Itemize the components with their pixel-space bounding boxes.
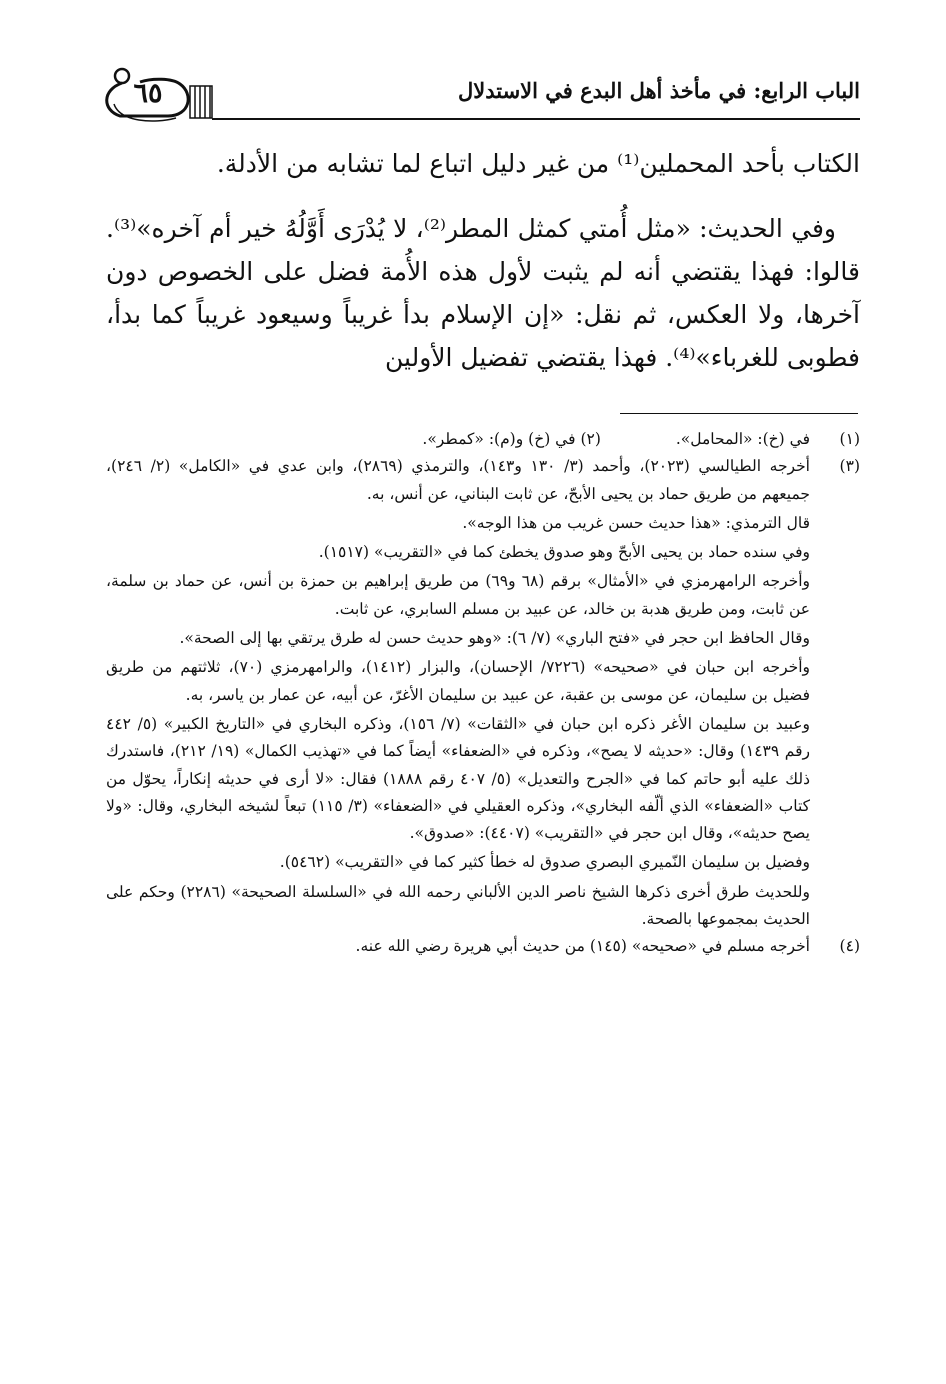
footnote-number: (٢) xyxy=(580,430,601,448)
footnote-paragraph: وأخرجه ابن حبان في «صحيحه» (٧٢٢٦/ الإحسان)، والبزار (١٤١٢)، والرامهرمزي (٧٠)، ثلاثتهم من طريق فضيل بن سليمان، عن موسى بن عقبة، عن عبيد بن سليمان الأغرّ، عن أبيه، عن عمار بن ياسر، به. xyxy=(106,658,811,704)
footnote-paragraph: قال الترمذي: «هذا حديث حسن غريب من هذا الوجه». xyxy=(462,513,810,532)
footnote-number: (٣) xyxy=(839,457,860,476)
page-number: ٦٥ xyxy=(133,78,163,109)
footnote-4 xyxy=(106,933,860,960)
footnote-1-2 xyxy=(106,426,860,453)
footnote-text: في (خ): «المحامل». xyxy=(675,430,810,448)
chapter-title: الباب الرابع: في مأخذ أهل البدع في الاستدلال xyxy=(457,78,860,103)
footnote-separator xyxy=(620,413,858,414)
main-text xyxy=(106,142,860,379)
footnote-paragraph: وللحديث طرق أخرى ذكرها الشيخ ناصر الدين الألباني رحمه الله في «السلسلة الصحيحة» (٢٢٨٦) وحكم على الحديث بمجموعها بالصحة. xyxy=(106,882,810,929)
footnote-paragraph: وقال الحافظ ابن حجر في «فتح الباري» (٧/ ٦): «وهو حديث حسن له طرق يرتقي بها إلى الصحة». xyxy=(179,629,810,648)
footnotes xyxy=(106,426,860,961)
footnote-3 xyxy=(106,453,860,933)
paragraph-2: وفي الحديث: «مثل أُمتي كمثل المطر⁽²⁾، لا يُدْرَى أَوَّلُهُ خير أم آخره»⁽³⁾. قالوا: فهذا يقتضي أنه لم يثبت لأول هذه الأُمة فضل على الخصوص دون آخرها، ولا العكس، ثم نقل: «إن الإسلام بدأ غريباً وسيعود غريباً كما بدأ، فطوبى للغرباء»⁽⁴⁾. فهذا يقتضي تفضيل الأولين xyxy=(106,214,860,372)
footnote-paragraph: وفضيل بن سليمان النّميري البصري صدوق له خطأ كثير كما في «التقريب» (٥٤٦٢). xyxy=(279,853,810,872)
footnote-text: في (خ) و(م): «كمطر». xyxy=(422,430,576,448)
paragraph-1: الكتاب بأحد المحملين⁽¹⁾ من غير دليل اتباع لما تشابه من الأدلة. xyxy=(216,149,860,178)
footnote-paragraph: أخرجه الطيالسي (٢٠٢٣)، وأحمد (٣/ ١٣٠ و١٤٣)، والترمذي (٢٨٦٩)، وابن عدي في «الكامل» (٢/ ٢٤٦)، جميعهم من طريق حماد بن يحيى الأبحّ، عن ثابت البناني، عن أنس، به. xyxy=(106,457,810,503)
header-rule xyxy=(212,118,860,120)
footnote-text: أخرجه مسلم في «صحيحه» (١٤٥) من حديث أبي هريرة رضي الله عنه. xyxy=(355,937,810,956)
footnote-paragraph: وأخرجه الرامهرمزي في «الأمثال» برقم (٦٨ و٦٩) من طريق إبراهيم بن حمزة بن أنس، عن حماد بن سلمة، عن ثابت، ومن طريق هدبة بن خالد، عن عبيد بن مسلم السابري، عن ثابت. xyxy=(106,572,811,618)
footnote-number: (٤) xyxy=(839,937,860,956)
footnote-number: (١) xyxy=(839,430,860,448)
page-number-badge xyxy=(100,60,220,130)
running-header xyxy=(100,60,860,130)
footnote-paragraph: وفي سنده حماد بن يحيى الأبحّ وهو صدوق يخطئ كما في «التقريب» (١٥١٧). xyxy=(318,543,810,562)
footnote-paragraph: وعبيد بن سليمان الأغر ذكره ابن حبان في «الثقات» (٧/ ١٥٦)، وذكره البخاري في «التاريخ الكبير» (٥/ ٤٤٢ رقم ١٤٣٩) وقال: «حديثه لا يصح»، وذكره في «الضعفاء» أيضاً كما في «تهذيب الكمال» (١٩/ ٢١٢)، فاستدرك ذلك عليه أبو حاتم كما في «الجرح والتعديل» (٥/ ٤٠٧ رقم ١٨٨٨) فقال: «لا أرى في حديثه إنكاراً، يحوّل من كتاب «الضعفاء» الذي ألّفه البخاري»، وذكره العقيلي في «الضعفاء» (٣/ ١١٥) تبعاً لشيخه البخاري، وقال: «ولا يصح حديثه»، وقال ابن حجر في «التقريب» (٤٤٠٧): «صدوق». xyxy=(106,714,811,843)
